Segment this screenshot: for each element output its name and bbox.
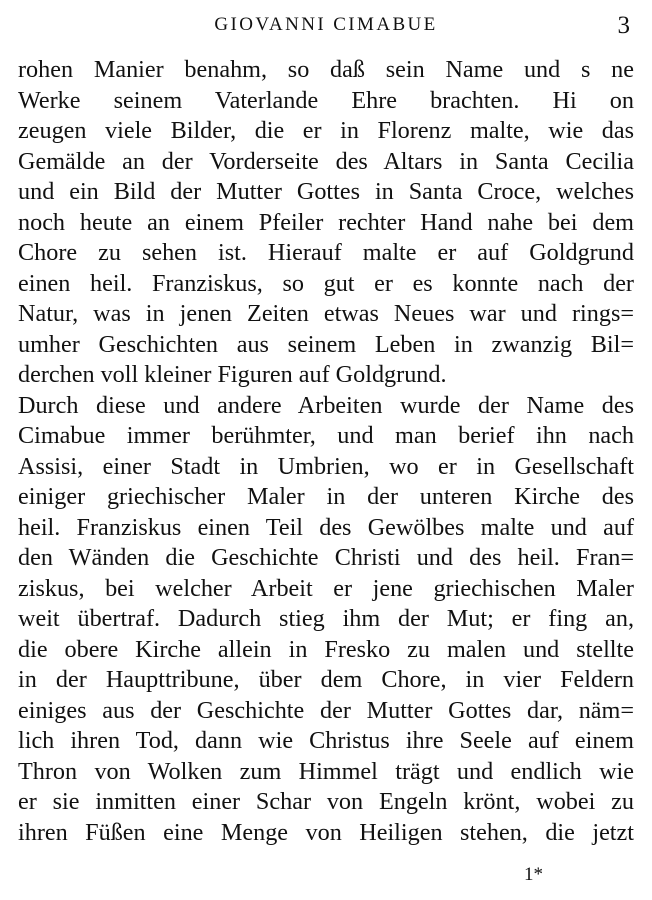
text-line: zeugen viele Bilder, die er in Florenz malte, wie das [18,117,634,144]
text-line: in der Haupttribune, über dem Chore, in vier Feldern [18,666,634,693]
text-line: Gemälde an der Vorderseite des Altars in Santa Cecilia [18,147,634,175]
running-title: GIOVANNI CIMABUE [214,14,438,35]
text-line: ziskus, bei welcher Arbeit er jene griechischen Maler [18,574,634,602]
text-line: ihren Füßen eine Menge von Heiligen stehen, die jetzt [18,818,634,846]
text-line: die obere Kirche allein in Fresko zu malen und stellte [18,635,634,663]
text-line: einiges aus der Geschichte der Mutter Gottes dar, näm= [18,696,634,724]
text-line: und ein Bild der Mutter Gottes in Santa Croce, welches [18,178,634,205]
text-line: Durch diese und andere Arbeiten wurde der Name des [18,391,634,419]
text-line: Cimabue immer berühmter, und man berief ihn nach [18,422,634,449]
running-head [18,8,634,48]
text-line: lich ihren Tod, dann wie Christus ihre Seele auf einem [18,727,634,754]
text-line: er sie inmitten einer Schar von Engeln krönt, wobei zu [18,788,634,815]
text-line: weit übertraf. Dadurch stieg ihm der Mut; er fing an, [18,605,634,632]
text-line: derchen voll kleiner Figuren auf Goldgrund. [18,361,447,388]
signature-mark: 1* [524,864,543,885]
text-line: heil. Franziskus einen Teil des Gewölbes malte und auf [18,513,634,541]
page-number: 3 [617,12,630,39]
text-line: einiger griechischer Maler in der unteren Kirche des [18,483,634,510]
text-line: den Wänden die Geschichte Christi und des heil. Fran= [18,544,634,571]
text-line: einen heil. Franziskus, so gut er es konnte nach der [18,269,634,297]
text-line: Werke seinem Vaterlande Ehre brachten. Hi on [18,86,634,114]
text-line: Thron von Wolken zum Himmel trägt und endlich wie [18,757,634,785]
text-line: rohen Manier benahm, so daß sein Name und s ne [18,56,634,83]
text-line: umher Geschichten aus seinem Leben in zwanzig Bil= [18,330,634,358]
text-line: Assisi, einer Stadt in Umbrien, wo er in Gesellschaft [18,452,634,480]
text-line: noch heute an einem Pfeiler rechter Hand nahe bei dem [18,208,634,236]
text-line: Natur, was in jenen Zeiten etwas Neues war und rings= [18,300,634,327]
text-line: Chore zu sehen ist. Hierauf malte er auf Goldgrund [18,239,634,266]
body-text [18,55,634,848]
